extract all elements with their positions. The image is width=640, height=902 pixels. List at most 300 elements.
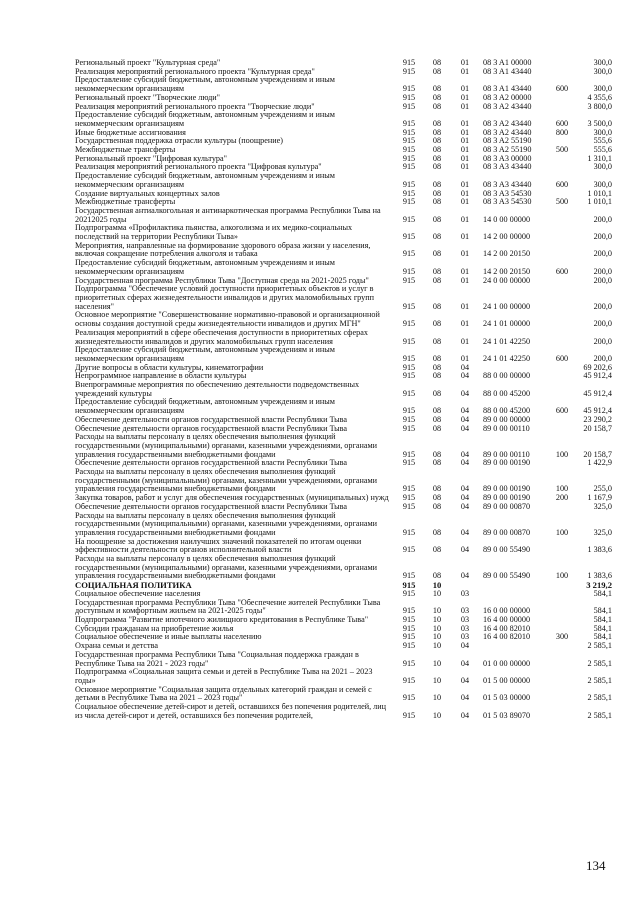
row-name: Расходы на выплаты персоналу в целях обеспечения выполнения функций государственными (муниципальными) органами, казенными учреждениями, органами управления государственными внебюджетными фондами bbox=[75, 433, 378, 459]
row-amount: 584,1 bbox=[593, 616, 612, 624]
row-target-code: 08 3 A3 43440 bbox=[483, 163, 532, 172]
row-rz: 10 bbox=[432, 589, 442, 598]
row-name: Государственная поддержка отрасли культуры (поощрение) bbox=[75, 137, 283, 146]
row-rz: 08 bbox=[432, 249, 442, 259]
row-amount: 2 585,1 bbox=[587, 658, 612, 668]
row-name: Государственная программа Республики Тыва "Обеспечение жителей Республики Тыва доступным и комфортным жильем на 2021-2025 годы" bbox=[75, 598, 381, 616]
row-expense-type bbox=[549, 190, 575, 199]
row-target-code: 08 3 A3 54530 bbox=[483, 189, 532, 198]
row-pr: 01 bbox=[460, 301, 470, 311]
row-expense-type bbox=[549, 285, 575, 311]
row-rz: 08 bbox=[432, 93, 442, 102]
row-rz: 10 bbox=[432, 624, 442, 633]
row-ved: 915 bbox=[402, 118, 416, 128]
row-pr: 04 bbox=[460, 494, 470, 503]
row-name: На поощрение за достижения наилучших значений показателей по итогам оценки эффективности деятельности органов исполнительной власти bbox=[75, 537, 362, 555]
table-row bbox=[75, 163, 612, 172]
row-amount: 200,0 bbox=[593, 214, 612, 224]
row-name: Реализация мероприятий регионального проекта "Культурная среда" bbox=[75, 67, 315, 76]
row-name: Региональный проект "Цифровая культура" bbox=[75, 154, 227, 163]
row-amount: 45 912,4 bbox=[583, 406, 612, 416]
row-expense-type: 600 bbox=[555, 179, 569, 189]
row-amount: 300,0 bbox=[593, 84, 612, 94]
row-target-code: 08 3 A2 00000 bbox=[483, 93, 532, 102]
row-amount: 1 010,1 bbox=[587, 189, 612, 198]
row-amount: 23 290,2 bbox=[583, 415, 612, 424]
row-rz: 08 bbox=[432, 266, 442, 276]
table-row bbox=[75, 398, 612, 415]
row-target-code: 16 4 00 00000 bbox=[483, 616, 531, 624]
row-target-code: 88 0 00 45200 bbox=[483, 406, 531, 416]
row-name: Обеспечение деятельности органов государственной власти Республики Тыва bbox=[75, 415, 348, 424]
row-amount: 584,1 bbox=[593, 589, 612, 598]
row-target-code bbox=[479, 590, 549, 599]
row-amount: 1 383,6 bbox=[587, 545, 612, 555]
row-name: Расходы на выплаты персоналу в целях обеспечения выполнения функций государственными (муниципальными) органами, казенными учреждениями, органами управления государственными внебюджетными фондами bbox=[75, 468, 378, 494]
table-row bbox=[75, 625, 612, 634]
row-expense-type bbox=[549, 207, 575, 224]
page-number: 134 bbox=[586, 858, 606, 873]
row-expense-type bbox=[549, 668, 575, 685]
row-ved: 915 bbox=[402, 353, 416, 363]
row-expense-type bbox=[549, 59, 575, 68]
row-amount: 200,0 bbox=[593, 232, 612, 242]
row-ved: 915 bbox=[402, 319, 416, 329]
row-expense-type: 100 bbox=[555, 449, 569, 459]
row-expense-type bbox=[549, 103, 575, 112]
row-amount: 3 219,2 bbox=[586, 581, 612, 590]
row-expense-type bbox=[549, 364, 575, 373]
table-row bbox=[75, 364, 612, 373]
table-row bbox=[75, 668, 612, 685]
row-rz: 08 bbox=[432, 449, 442, 459]
row-pr: 01 bbox=[460, 189, 470, 198]
table-row bbox=[75, 590, 612, 599]
row-name: Государственная программа Республики Тыва "Доступная среда на 2021-2025 годы" bbox=[75, 276, 369, 285]
row-ved: 915 bbox=[402, 84, 416, 94]
row-amount: 2 585,1 bbox=[587, 675, 612, 685]
row-rz: 08 bbox=[432, 137, 442, 146]
row-expense-type bbox=[549, 459, 575, 468]
row-target-code: 88 0 00 00000 bbox=[483, 372, 531, 381]
row-amount: 1 383,6 bbox=[587, 571, 612, 581]
row-ved: 915 bbox=[402, 266, 416, 276]
table-row bbox=[75, 581, 612, 590]
row-ved: 915 bbox=[402, 624, 416, 633]
table-row bbox=[75, 59, 612, 68]
row-pr: 04 bbox=[460, 642, 470, 651]
table-row bbox=[75, 703, 612, 720]
table-row bbox=[75, 277, 612, 286]
table-row bbox=[75, 433, 612, 459]
row-name: Непрограммное направление в области культуры bbox=[75, 372, 247, 381]
table-row bbox=[75, 155, 612, 164]
table-row bbox=[75, 224, 612, 241]
row-target-code: 89 0 00 55490 bbox=[483, 571, 531, 581]
table-row bbox=[75, 137, 612, 146]
table-row bbox=[75, 381, 612, 398]
row-target-code: 14 2 00 20150 bbox=[483, 266, 531, 276]
table-row bbox=[75, 129, 612, 138]
row-rz: 08 bbox=[432, 484, 442, 494]
row-rz: 08 bbox=[432, 415, 442, 424]
row-target-code: 08 3 A3 00000 bbox=[483, 154, 532, 163]
row-ved: 915 bbox=[402, 424, 416, 433]
row-rz: 08 bbox=[432, 363, 442, 372]
row-pr: 04 bbox=[460, 710, 470, 720]
row-name: Охрана семьи и детства bbox=[75, 642, 159, 651]
row-rz: 10 bbox=[432, 675, 442, 685]
row-ved: 915 bbox=[402, 214, 416, 224]
row-expense-type bbox=[549, 686, 575, 703]
row-amount: 3 800,0 bbox=[587, 102, 612, 111]
table-row bbox=[75, 651, 612, 668]
row-amount: 1 422,9 bbox=[587, 459, 612, 468]
row-name: Подпрограмма «Социальная защита семьи и детей в Республике Тыва на 2021 – 2023 годы» bbox=[75, 668, 373, 685]
row-name: Государственная антиалкогольная и антинаркотическая программа Республики Тыва на 20212025 годы bbox=[75, 206, 381, 224]
row-name: Социальное обеспечение и иные выплаты населению bbox=[75, 633, 262, 642]
row-expense-type bbox=[549, 224, 575, 241]
row-target-code: 08 3 A1 43440 bbox=[483, 84, 532, 94]
row-pr: 03 bbox=[460, 606, 470, 616]
row-name: Предоставление субсидий бюджетным, автономным учреждениям и иным некоммерческим организациям bbox=[75, 111, 335, 128]
row-name: Субсидии гражданам на приобретение жилья bbox=[75, 624, 234, 633]
row-expense-type bbox=[549, 590, 575, 599]
row-rz: 08 bbox=[432, 214, 442, 224]
row-rz: 08 bbox=[432, 319, 442, 329]
row-rz: 08 bbox=[432, 502, 442, 511]
row-pr bbox=[451, 581, 479, 590]
row-amount: 555,6 bbox=[593, 146, 612, 155]
row-pr: 01 bbox=[460, 128, 470, 137]
table-row bbox=[75, 503, 612, 512]
row-target-code: 08 3 A3 43440 bbox=[483, 179, 532, 189]
row-amount: 300,0 bbox=[593, 67, 612, 76]
budget-table bbox=[75, 59, 612, 720]
row-ved: 915 bbox=[402, 59, 416, 67]
row-expense-type bbox=[549, 277, 575, 286]
row-amount: 300,0 bbox=[593, 179, 612, 189]
row-target-code: 89 0 00 00190 bbox=[483, 494, 531, 503]
row-ved: 915 bbox=[402, 93, 416, 102]
row-expense-type bbox=[549, 616, 575, 625]
table-row bbox=[75, 285, 612, 311]
row-pr: 01 bbox=[460, 214, 470, 224]
row-target-code: 16 4 00 82010 bbox=[483, 633, 531, 642]
row-rz: 10 bbox=[432, 581, 442, 590]
row-target-code bbox=[479, 581, 549, 590]
row-target-code: 89 0 00 00870 bbox=[483, 527, 531, 537]
row-rz: 10 bbox=[432, 633, 442, 642]
row-ved: 915 bbox=[402, 710, 416, 720]
row-ved: 915 bbox=[402, 581, 416, 590]
row-expense-type: 600 bbox=[555, 266, 569, 276]
row-rz: 08 bbox=[432, 84, 442, 94]
row-amount: 255,0 bbox=[593, 484, 612, 494]
row-amount: 200,0 bbox=[593, 301, 612, 311]
row-pr: 04 bbox=[460, 459, 470, 468]
row-target-code: 89 0 00 00110 bbox=[483, 424, 530, 433]
row-ved: 915 bbox=[402, 693, 416, 703]
row-name: Реализация мероприятий регионального проекта "Цифровая культура" bbox=[75, 163, 322, 172]
row-rz: 08 bbox=[432, 276, 442, 285]
row-amount: 555,6 bbox=[593, 137, 612, 146]
table-row bbox=[75, 68, 612, 77]
row-pr: 04 bbox=[460, 545, 470, 555]
row-rz: 10 bbox=[432, 693, 442, 703]
row-ved: 915 bbox=[402, 658, 416, 668]
row-pr: 01 bbox=[460, 319, 470, 329]
row-rz: 08 bbox=[432, 198, 442, 207]
table-row bbox=[75, 494, 612, 503]
table-row bbox=[75, 146, 612, 155]
row-pr: 01 bbox=[460, 84, 470, 94]
row-expense-type bbox=[549, 625, 575, 634]
row-name: Региональный проект "Творческие люди" bbox=[75, 93, 220, 102]
row-pr: 04 bbox=[460, 484, 470, 494]
row-pr: 04 bbox=[460, 372, 470, 381]
row-target-code: 14 2 00 20150 bbox=[483, 249, 531, 259]
row-rz: 08 bbox=[432, 232, 442, 242]
row-target-code: 08 3 A1 00000 bbox=[483, 59, 532, 67]
row-amount: 325,0 bbox=[593, 527, 612, 537]
row-pr: 04 bbox=[460, 388, 470, 398]
row-expense-type: 100 bbox=[555, 571, 569, 581]
row-pr: 01 bbox=[460, 137, 470, 146]
row-name: Реализация мероприятий в сфере обеспечения доступности в приоритетных сферах жизнедеятельности инвалидов и других маломобильных групп населения bbox=[75, 328, 368, 346]
row-rz: 08 bbox=[432, 372, 442, 381]
row-pr: 01 bbox=[460, 67, 470, 76]
row-pr: 01 bbox=[460, 198, 470, 207]
row-pr: 04 bbox=[460, 571, 470, 581]
row-amount: 584,1 bbox=[593, 633, 612, 642]
row-pr: 01 bbox=[460, 179, 470, 189]
row-name: Социальное обеспечение населения bbox=[75, 589, 201, 598]
row-expense-type bbox=[549, 68, 575, 77]
table-row bbox=[75, 425, 612, 434]
row-rz: 08 bbox=[432, 545, 442, 555]
row-target-code: 08 3 A3 54530 bbox=[483, 198, 532, 207]
row-rz: 08 bbox=[432, 353, 442, 363]
row-name: Основное мероприятие "Совершенствование нормативно-правовой и организационной основы создания доступной среды жизнедеятельности инвалидов и других МГН" bbox=[75, 311, 380, 329]
row-pr: 04 bbox=[460, 406, 470, 416]
row-ved: 915 bbox=[402, 137, 416, 146]
row-pr: 01 bbox=[460, 102, 470, 111]
row-name: Подпрограмма "Обеспечение условий доступности приоритетных объектов и услуг в приоритетных сферах жизнедеятельности инвалидов и других маломобильных групп населения" bbox=[75, 285, 375, 311]
row-rz: 08 bbox=[432, 459, 442, 468]
row-target-code: 89 0 00 55490 bbox=[483, 545, 531, 555]
row-name: Межбюджетные трансферты bbox=[75, 146, 176, 155]
row-expense-type bbox=[549, 94, 575, 103]
row-amount: 69 202,6 bbox=[583, 363, 612, 372]
row-name: Обеспечение деятельности органов государственной власти Республики Тыва bbox=[75, 459, 348, 468]
row-ved: 915 bbox=[402, 633, 416, 642]
row-amount: 200,0 bbox=[593, 266, 612, 276]
row-amount: 2 585,1 bbox=[587, 693, 612, 703]
row-pr: 04 bbox=[460, 415, 470, 424]
row-pr: 04 bbox=[460, 363, 470, 372]
row-amount: 45 912,4 bbox=[583, 372, 612, 381]
row-rz: 08 bbox=[432, 118, 442, 128]
row-name: Основное мероприятие "Социальная защита отдельных категорий граждан и семей с детьми в Республике Тыва на 2021 – 2023 годы" bbox=[75, 685, 372, 703]
row-ved: 915 bbox=[402, 128, 416, 137]
table-row bbox=[75, 190, 612, 199]
row-ved: 915 bbox=[402, 415, 416, 424]
row-amount: 300,0 bbox=[593, 128, 612, 137]
row-rz: 08 bbox=[432, 179, 442, 189]
row-pr: 01 bbox=[460, 266, 470, 276]
row-pr: 03 bbox=[460, 616, 470, 624]
row-pr: 01 bbox=[460, 118, 470, 128]
table-row bbox=[75, 76, 612, 93]
row-name: Предоставление субсидий бюджетным, автономным учреждениям и иным некоммерческим организациям bbox=[75, 172, 335, 189]
row-name: Предоставление субсидий бюджетным, автономным учреждениям и иным некоммерческим организациям bbox=[75, 398, 335, 416]
row-name: Обеспечение деятельности органов государственной власти Республики Тыва bbox=[75, 502, 348, 511]
row-amount: 3 500,0 bbox=[587, 118, 612, 128]
table-row bbox=[75, 512, 612, 538]
row-name: Обеспечение деятельности органов государственной власти Республики Тыва bbox=[75, 424, 348, 433]
row-expense-type bbox=[549, 503, 575, 512]
row-expense-type bbox=[549, 425, 575, 434]
row-expense-type: 100 bbox=[555, 527, 569, 537]
row-ved: 915 bbox=[402, 675, 416, 685]
row-ved: 915 bbox=[402, 406, 416, 416]
row-amount: 2 585,1 bbox=[587, 710, 612, 720]
row-target-code: 01 0 00 00000 bbox=[483, 658, 531, 668]
row-amount: 325,0 bbox=[593, 502, 612, 511]
row-name: Закупка товаров, работ и услуг для обеспечения государственных (муниципальных) нужд bbox=[75, 494, 389, 503]
row-expense-type: 600 bbox=[555, 118, 569, 128]
table-row bbox=[75, 346, 612, 363]
row-ved: 915 bbox=[402, 571, 416, 581]
row-name: СОЦИАЛЬНАЯ ПОЛИТИКА bbox=[75, 581, 192, 590]
row-expense-type bbox=[549, 651, 575, 668]
row-name: Подпрограмма "Развитие ипотечного жилищного кредитования в Республике Тыва" bbox=[75, 616, 369, 624]
row-expense-type: 600 bbox=[555, 84, 569, 94]
table-row bbox=[75, 103, 612, 112]
row-pr: 01 bbox=[460, 146, 470, 155]
table-row bbox=[75, 468, 612, 494]
table-row bbox=[75, 172, 612, 189]
row-ved: 915 bbox=[402, 163, 416, 172]
row-pr: 01 bbox=[460, 249, 470, 259]
row-pr: 01 bbox=[460, 353, 470, 363]
row-amount: 1 310,1 bbox=[587, 154, 612, 163]
row-rz: 08 bbox=[432, 163, 442, 172]
row-target-code: 08 3 A1 43440 bbox=[483, 67, 532, 76]
row-name: Иные бюджетные ассигнования bbox=[75, 128, 186, 137]
row-target-code: 24 1 00 00000 bbox=[483, 301, 531, 311]
row-target-code: 01 5 00 00000 bbox=[483, 675, 531, 685]
row-name: Предоставление субсидий бюджетным, автономным учреждениям и иным некоммерческим организациям bbox=[75, 259, 335, 276]
row-rz: 10 bbox=[432, 642, 442, 651]
row-ved: 915 bbox=[402, 616, 416, 624]
row-name: Предоставление субсидий бюджетным, автономным учреждениям и иным некоммерческим организациям bbox=[75, 346, 335, 363]
row-rz: 08 bbox=[432, 128, 442, 137]
row-ved: 915 bbox=[402, 363, 416, 372]
row-amount: 200,0 bbox=[593, 249, 612, 259]
row-name: Другие вопросы в области культуры, кинематографии bbox=[75, 363, 264, 372]
row-ved: 915 bbox=[402, 276, 416, 285]
row-ved: 915 bbox=[402, 449, 416, 459]
row-ved: 915 bbox=[402, 545, 416, 555]
row-amount: 584,1 bbox=[593, 624, 612, 633]
row-target-code bbox=[479, 642, 549, 651]
table-row bbox=[75, 259, 612, 276]
table-row bbox=[75, 459, 612, 468]
row-ved: 915 bbox=[402, 146, 416, 155]
row-amount: 1 167,9 bbox=[587, 494, 612, 503]
row-ved: 915 bbox=[402, 642, 416, 651]
row-target-code: 01 5 03 00000 bbox=[483, 693, 531, 703]
row-expense-type bbox=[549, 329, 575, 346]
row-amount: 20 158,7 bbox=[583, 424, 612, 433]
row-rz: 10 bbox=[432, 606, 442, 616]
row-rz: 08 bbox=[432, 424, 442, 433]
row-amount: 200,0 bbox=[593, 319, 612, 329]
row-target-code: 08 3 A2 55190 bbox=[483, 137, 532, 146]
row-pr: 04 bbox=[460, 527, 470, 537]
row-ved: 915 bbox=[402, 494, 416, 503]
row-target-code: 89 0 00 00190 bbox=[483, 459, 531, 468]
row-target-code: 08 3 A2 43440 bbox=[483, 118, 532, 128]
table-row bbox=[75, 111, 612, 128]
row-amount: 200,0 bbox=[593, 276, 612, 285]
row-name: Расходы на выплаты персоналу в целях обеспечения выполнения функций государственными (муниципальными) органами, казенными учреждениями, органами управления государственными внебюджетными фондами bbox=[75, 555, 378, 581]
row-rz: 08 bbox=[432, 527, 442, 537]
row-rz: 08 bbox=[432, 388, 442, 398]
row-target-code: 24 1 01 42250 bbox=[483, 336, 531, 346]
table-row bbox=[75, 686, 612, 703]
row-amount: 2 585,1 bbox=[587, 642, 612, 651]
row-ved: 915 bbox=[402, 388, 416, 398]
table-row bbox=[75, 642, 612, 651]
row-ved: 915 bbox=[402, 154, 416, 163]
row-target-code: 14 0 00 00000 bbox=[483, 214, 531, 224]
row-ved: 915 bbox=[402, 589, 416, 598]
row-ved: 915 bbox=[402, 198, 416, 207]
row-amount: 200,0 bbox=[593, 353, 612, 363]
table-row bbox=[75, 599, 612, 616]
row-target-code: 16 4 00 82010 bbox=[483, 624, 531, 633]
row-ved: 915 bbox=[402, 527, 416, 537]
table-row bbox=[75, 633, 612, 642]
row-amount: 300,0 bbox=[593, 163, 612, 172]
row-name: Государственная программа Республики Тыва "Социальная поддержка граждан в Республике Тыва на 2021 - 2023 годы" bbox=[75, 650, 359, 668]
row-name: Региональный проект "Культурная среда" bbox=[75, 59, 221, 67]
row-ved: 915 bbox=[402, 606, 416, 616]
row-pr: 01 bbox=[460, 336, 470, 346]
row-ved: 915 bbox=[402, 102, 416, 111]
table-row bbox=[75, 311, 612, 328]
table-row bbox=[75, 372, 612, 381]
row-target-code: 08 3 A2 43440 bbox=[483, 102, 532, 111]
table-row bbox=[75, 329, 612, 346]
row-rz: 08 bbox=[432, 301, 442, 311]
row-pr: 01 bbox=[460, 93, 470, 102]
row-expense-type bbox=[549, 416, 575, 425]
row-ved: 915 bbox=[402, 232, 416, 242]
row-expense-type: 500 bbox=[555, 198, 569, 207]
row-amount: 584,1 bbox=[593, 606, 612, 616]
row-target-code bbox=[479, 364, 549, 373]
row-expense-type bbox=[549, 311, 575, 328]
row-expense-type: 600 bbox=[555, 406, 569, 416]
row-expense-type: 600 bbox=[555, 353, 569, 363]
row-target-code: 14 2 00 00000 bbox=[483, 232, 531, 242]
row-name: Подпрограмма «Профилактика пьянства, алкоголизма и их медико-социальных последствий на территории Республики Тыва» bbox=[75, 224, 353, 242]
row-expense-type: 200 bbox=[555, 494, 569, 503]
